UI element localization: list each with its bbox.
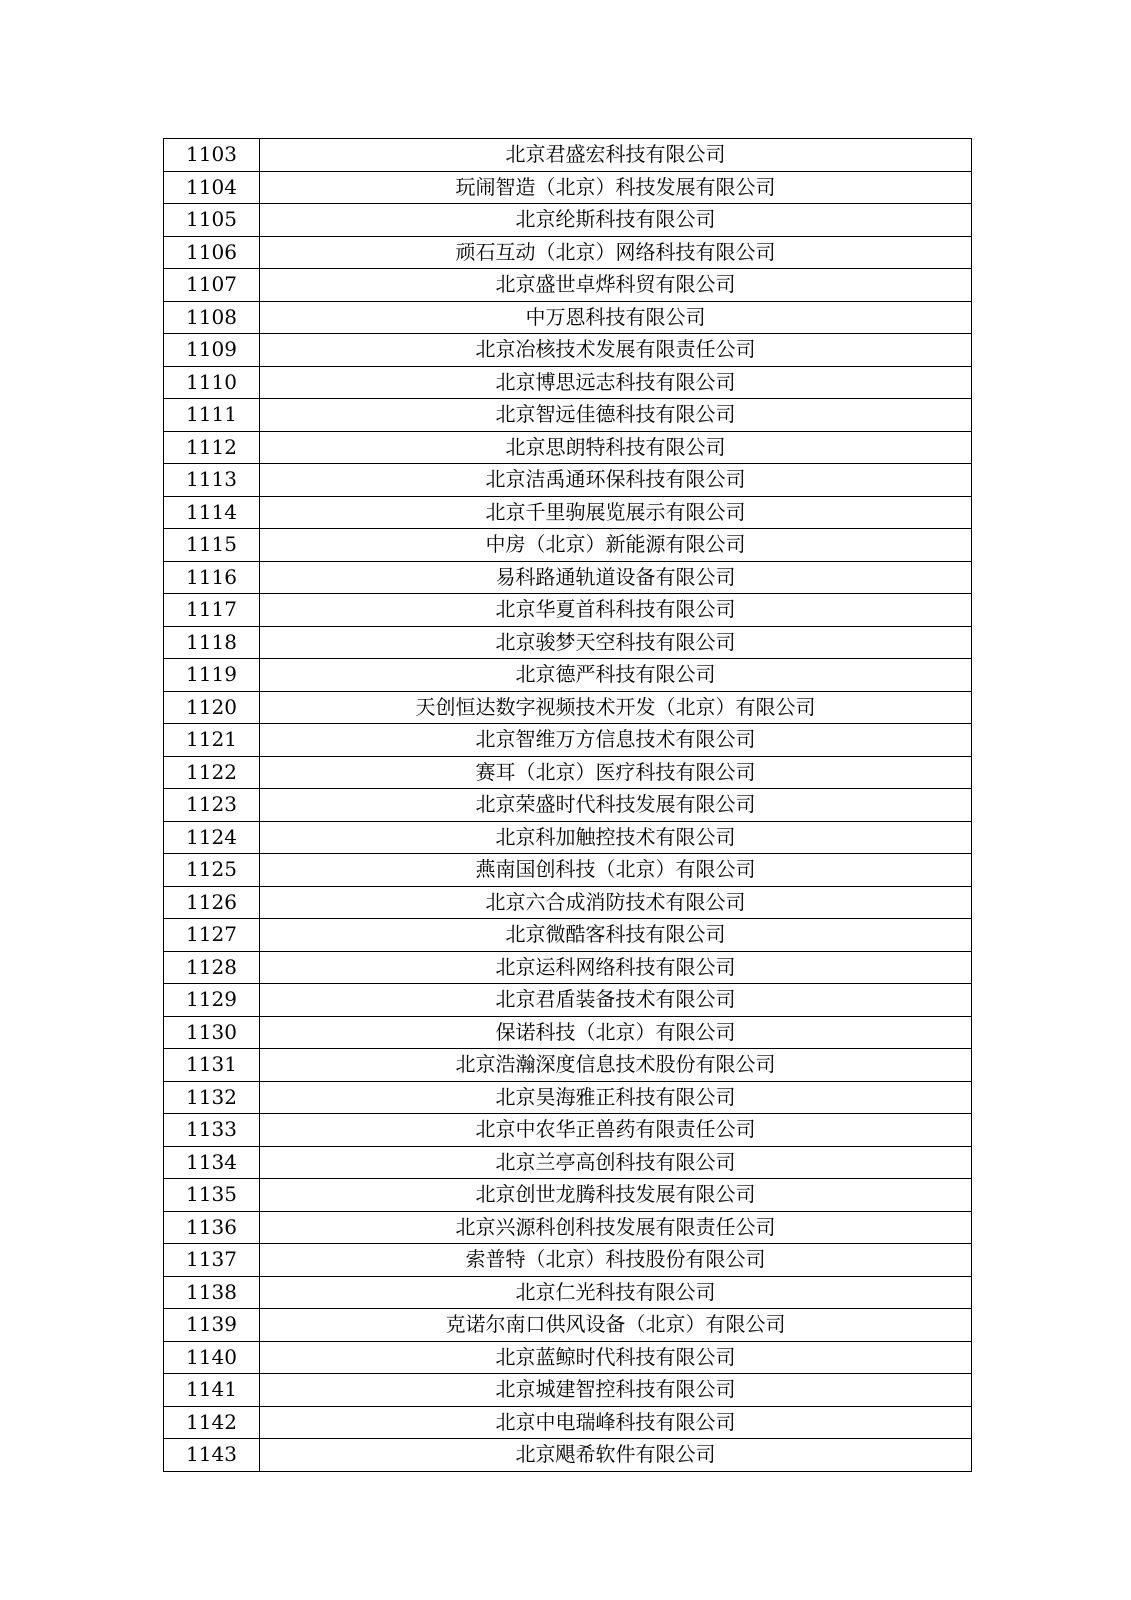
company-name-cell: 北京德严科技有限公司 xyxy=(260,659,972,692)
company-name-cell: 北京纶斯科技有限公司 xyxy=(260,204,972,237)
row-number-cell: 1141 xyxy=(164,1374,260,1407)
company-name-cell: 北京千里驹展览展示有限公司 xyxy=(260,496,972,529)
table-row xyxy=(164,1374,972,1407)
company-name-cell: 北京微酷客科技有限公司 xyxy=(260,919,972,952)
company-name-cell: 北京六合成消防技术有限公司 xyxy=(260,886,972,919)
company-name-cell: 北京骏梦天空科技有限公司 xyxy=(260,626,972,659)
company-name-cell: 北京科加触控技术有限公司 xyxy=(260,821,972,854)
table-row xyxy=(164,139,972,172)
row-number-cell: 1109 xyxy=(164,334,260,367)
table-row xyxy=(164,1179,972,1212)
company-name-cell: 北京智维万方信息技术有限公司 xyxy=(260,724,972,757)
company-name-cell: 保诺科技（北京）有限公司 xyxy=(260,1016,972,1049)
table-row xyxy=(164,1016,972,1049)
row-number-cell: 1107 xyxy=(164,269,260,302)
row-number-cell: 1108 xyxy=(164,301,260,334)
company-name-cell: 北京创世龙腾科技发展有限公司 xyxy=(260,1179,972,1212)
row-number-cell: 1133 xyxy=(164,1114,260,1147)
row-number-cell: 1126 xyxy=(164,886,260,919)
table-row xyxy=(164,334,972,367)
company-name-cell: 北京思朗特科技有限公司 xyxy=(260,431,972,464)
company-name-cell: 克诺尔南口供风设备（北京）有限公司 xyxy=(260,1309,972,1342)
row-number-cell: 1123 xyxy=(164,789,260,822)
row-number-cell: 1114 xyxy=(164,496,260,529)
row-number-cell: 1142 xyxy=(164,1406,260,1439)
company-name-cell: 北京中电瑞峰科技有限公司 xyxy=(260,1406,972,1439)
row-number-cell: 1120 xyxy=(164,691,260,724)
row-number-cell: 1121 xyxy=(164,724,260,757)
company-name-cell: 赛耳（北京）医疗科技有限公司 xyxy=(260,756,972,789)
row-number-cell: 1128 xyxy=(164,951,260,984)
row-number-cell: 1129 xyxy=(164,984,260,1017)
company-name-cell: 北京博思远志科技有限公司 xyxy=(260,366,972,399)
table-row xyxy=(164,301,972,334)
table-row xyxy=(164,1081,972,1114)
company-name-cell: 北京仁光科技有限公司 xyxy=(260,1276,972,1309)
table-row xyxy=(164,1341,972,1374)
row-number-cell: 1131 xyxy=(164,1049,260,1082)
row-number-cell: 1130 xyxy=(164,1016,260,1049)
row-number-cell: 1134 xyxy=(164,1146,260,1179)
company-name-cell: 中房（北京）新能源有限公司 xyxy=(260,529,972,562)
table-row xyxy=(164,854,972,887)
company-name-cell: 北京城建智控科技有限公司 xyxy=(260,1374,972,1407)
company-name-cell: 北京君盛宏科技有限公司 xyxy=(260,139,972,172)
row-number-cell: 1103 xyxy=(164,139,260,172)
company-name-cell: 北京智远佳德科技有限公司 xyxy=(260,399,972,432)
table-row xyxy=(164,1276,972,1309)
company-list-body xyxy=(164,139,972,1472)
company-name-cell: 北京荣盛时代科技发展有限公司 xyxy=(260,789,972,822)
table-row xyxy=(164,529,972,562)
company-name-cell: 顽石互动（北京）网络科技有限公司 xyxy=(260,236,972,269)
company-name-cell: 北京运科网络科技有限公司 xyxy=(260,951,972,984)
row-number-cell: 1105 xyxy=(164,204,260,237)
table-row xyxy=(164,1244,972,1277)
company-name-cell: 北京冶核技术发展有限责任公司 xyxy=(260,334,972,367)
row-number-cell: 1115 xyxy=(164,529,260,562)
table-row xyxy=(164,399,972,432)
row-number-cell: 1119 xyxy=(164,659,260,692)
company-name-cell: 北京昊海雅正科技有限公司 xyxy=(260,1081,972,1114)
table-row xyxy=(164,1439,972,1472)
row-number-cell: 1139 xyxy=(164,1309,260,1342)
table-row xyxy=(164,724,972,757)
row-number-cell: 1113 xyxy=(164,464,260,497)
company-name-cell: 北京洁禹通环保科技有限公司 xyxy=(260,464,972,497)
row-number-cell: 1140 xyxy=(164,1341,260,1374)
company-name-cell: 北京浩瀚深度信息技术股份有限公司 xyxy=(260,1049,972,1082)
row-number-cell: 1137 xyxy=(164,1244,260,1277)
table-row xyxy=(164,561,972,594)
company-name-cell: 北京中农华正兽药有限责任公司 xyxy=(260,1114,972,1147)
table-row xyxy=(164,951,972,984)
company-name-cell: 玩闹智造（北京）科技发展有限公司 xyxy=(260,171,972,204)
row-number-cell: 1112 xyxy=(164,431,260,464)
company-name-cell: 天创恒达数字视频技术开发（北京）有限公司 xyxy=(260,691,972,724)
company-name-cell: 北京盛世卓烨科贸有限公司 xyxy=(260,269,972,302)
row-number-cell: 1124 xyxy=(164,821,260,854)
table-row xyxy=(164,269,972,302)
table-row xyxy=(164,886,972,919)
table-row xyxy=(164,984,972,1017)
table-row xyxy=(164,691,972,724)
table-row xyxy=(164,1309,972,1342)
company-name-cell: 北京飓希软件有限公司 xyxy=(260,1439,972,1472)
company-name-cell: 北京兴源科创科技发展有限责任公司 xyxy=(260,1211,972,1244)
table-row xyxy=(164,171,972,204)
row-number-cell: 1104 xyxy=(164,171,260,204)
company-name-cell: 北京兰亭高创科技有限公司 xyxy=(260,1146,972,1179)
row-number-cell: 1122 xyxy=(164,756,260,789)
table-row xyxy=(164,1049,972,1082)
table-row xyxy=(164,756,972,789)
row-number-cell: 1132 xyxy=(164,1081,260,1114)
table-row xyxy=(164,366,972,399)
table-row xyxy=(164,919,972,952)
table-row xyxy=(164,464,972,497)
table-row xyxy=(164,789,972,822)
table-row xyxy=(164,1211,972,1244)
company-name-cell: 索普特（北京）科技股份有限公司 xyxy=(260,1244,972,1277)
row-number-cell: 1135 xyxy=(164,1179,260,1212)
table-row xyxy=(164,821,972,854)
row-number-cell: 1143 xyxy=(164,1439,260,1472)
table-row xyxy=(164,1114,972,1147)
row-number-cell: 1118 xyxy=(164,626,260,659)
table-row xyxy=(164,431,972,464)
company-list-table xyxy=(163,138,972,1472)
row-number-cell: 1116 xyxy=(164,561,260,594)
company-name-cell: 北京蓝鲸时代科技有限公司 xyxy=(260,1341,972,1374)
table-row xyxy=(164,204,972,237)
table-row xyxy=(164,594,972,627)
table-row xyxy=(164,496,972,529)
company-name-cell: 北京华夏首科科技有限公司 xyxy=(260,594,972,627)
table-row xyxy=(164,659,972,692)
table-row xyxy=(164,1146,972,1179)
row-number-cell: 1110 xyxy=(164,366,260,399)
company-name-cell: 北京君盾装备技术有限公司 xyxy=(260,984,972,1017)
company-name-cell: 燕南国创科技（北京）有限公司 xyxy=(260,854,972,887)
company-name-cell: 中万恩科技有限公司 xyxy=(260,301,972,334)
row-number-cell: 1125 xyxy=(164,854,260,887)
company-name-cell: 易科路通轨道设备有限公司 xyxy=(260,561,972,594)
row-number-cell: 1136 xyxy=(164,1211,260,1244)
table-row xyxy=(164,626,972,659)
row-number-cell: 1117 xyxy=(164,594,260,627)
table-row xyxy=(164,236,972,269)
row-number-cell: 1138 xyxy=(164,1276,260,1309)
row-number-cell: 1106 xyxy=(164,236,260,269)
row-number-cell: 1111 xyxy=(164,399,260,432)
row-number-cell: 1127 xyxy=(164,919,260,952)
table-row xyxy=(164,1406,972,1439)
